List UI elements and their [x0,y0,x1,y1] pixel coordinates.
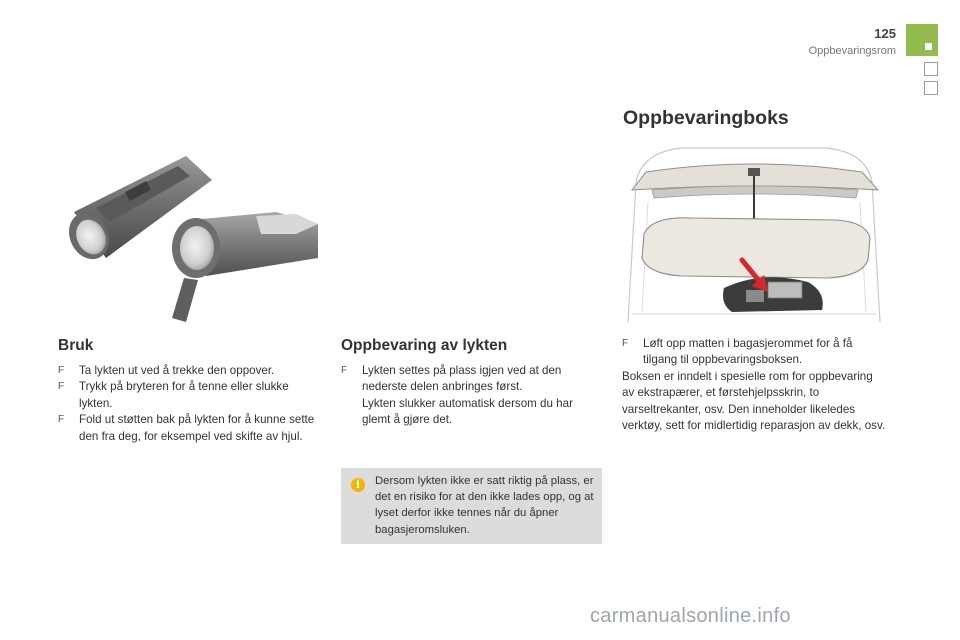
list-item: F Løft opp matten i bagasjerommet for å få tilgang til oppbevaringsboksen. [622,336,886,369]
list-item: F Trykk på bryteren for å tenne eller slukke lykten. [58,379,318,412]
list-item: F Lykten settes på plass igjen ved at den nederste delen anbringes først. [341,363,603,396]
list-item: F Fold ut støtten bak på lykten for å kunne sette den fra deg, for eksempel ved skifte av hjul. [58,412,318,445]
info-text: Dersom lykten ikke er satt riktig på plass, er det en risiko for at den ikke lades opp, og at lyset derfor ikke tennes når du åpner bagasjeromsluken. [375,475,594,536]
chapter-title: Oppbevaringsrom [808,45,896,57]
info-icon: i [351,478,365,492]
page-number: 125 [874,26,896,41]
list-item: F Ta lykten ut ved å trekke den oppover. [58,363,318,379]
trunk-illustration [622,142,886,327]
bullet-list [341,363,603,396]
section-heading: Bruk [58,337,94,354]
first-aid-kit [768,282,802,298]
watermark: carmanualsonline.info [590,605,791,627]
section-oppbevaringboks [622,336,886,434]
hook-icon [748,168,760,176]
chapter-tab-box [924,62,938,76]
chapter-tab-box [924,81,938,95]
flashlight-stand [172,278,198,322]
page-title: Oppbevaringboks [623,107,789,129]
info-box [341,468,602,544]
flashlight-illustration [56,150,326,330]
lens-icon [180,226,214,270]
section-oppbevaring-lykten [341,337,603,429]
square-icon [925,43,932,50]
chapter-tab-active [906,24,938,56]
body-text: Boksen er inndelt i spesielle rom for oppbevaring av ekstrapærer, et førstehjelpsskrin, to varseltrekanter, osv. Den inneholder likeledes verktøy, sett for midlertidig reparasjon av dekk, osv. [622,369,886,433]
tool-icon [746,290,764,302]
section-bruk [58,337,318,445]
section-heading: Oppbevaring av lykten [341,337,508,354]
floor-mat [642,218,870,278]
bullet-list [58,363,318,445]
bullet-list [622,336,886,369]
note-text: Lykten slukker automatisk dersom du har glemt å gjøre det. [362,396,573,427]
